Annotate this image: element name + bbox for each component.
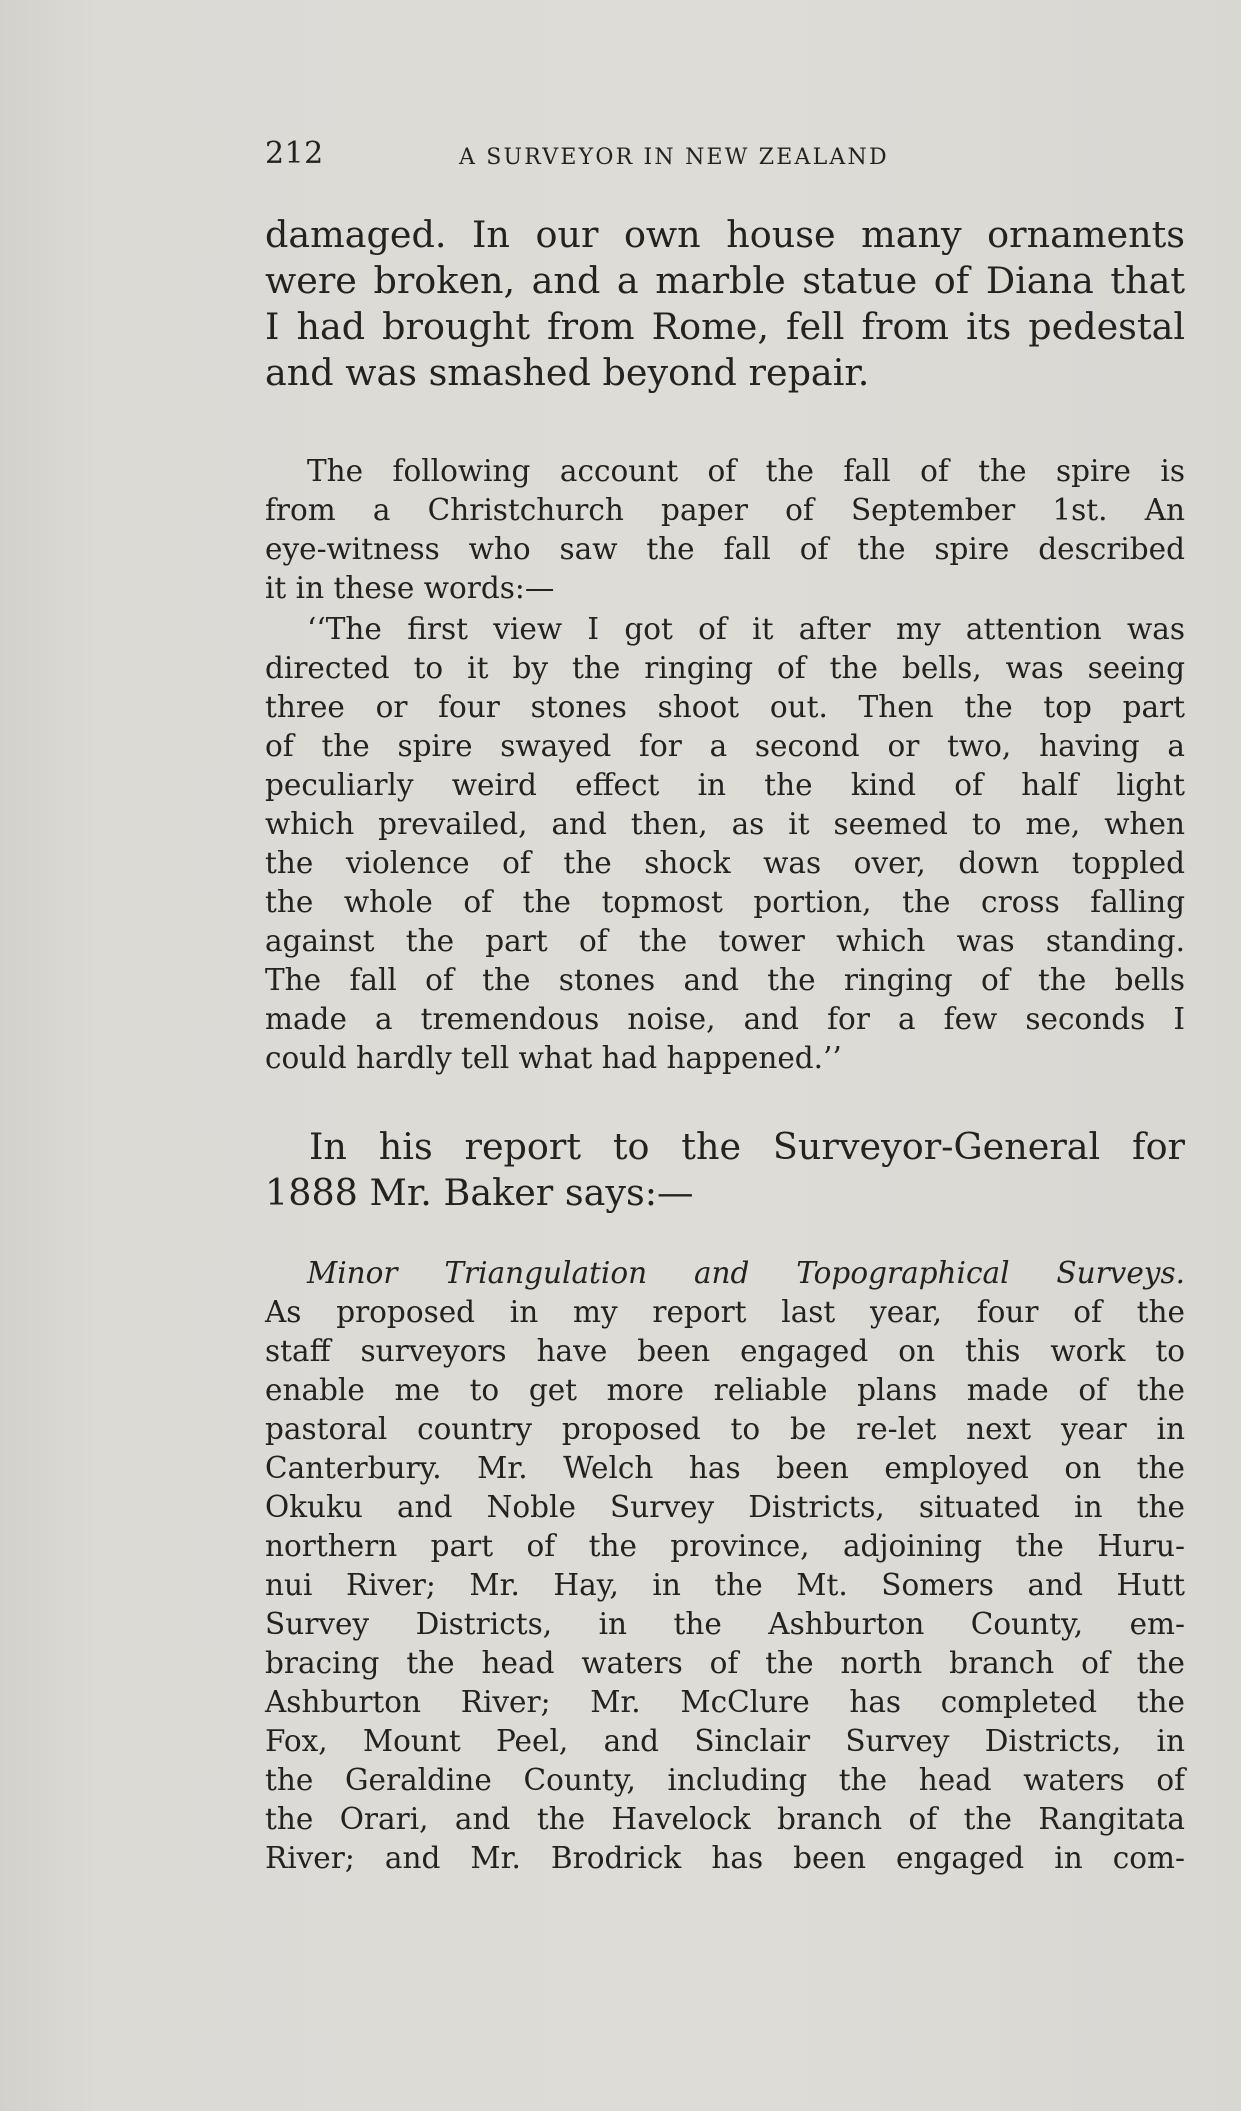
text-line: ‘‘The first view I got of it after my attention was	[307, 612, 1185, 646]
text-line: were broken, and a marble statue of Diana that	[265, 259, 1185, 302]
text-line: bracing the head waters of the north branch of the	[265, 1646, 1185, 1680]
text-line: northern part of the province, adjoining the Huru-	[265, 1529, 1185, 1563]
text-line: enable me to get more reliable plans made of the	[265, 1373, 1185, 1407]
page-header	[265, 136, 1185, 176]
paragraph-newspaper-account	[265, 452, 1185, 608]
text-line: of the spire swayed for a second or two, having a	[265, 729, 1185, 763]
paragraph-damage	[265, 212, 1185, 396]
text-line: The fall of the stones and the ringing of the bells	[265, 963, 1185, 997]
text-line: I had brought from Rome, fell from its pedestal	[265, 305, 1185, 348]
text-line: 1888 Mr. Baker says:—	[265, 1171, 694, 1214]
text-line: directed to it by the ringing of the bells, was seeing	[265, 651, 1185, 685]
paragraph-report-intro	[265, 1124, 1185, 1216]
text-line: Survey Districts, in the Ashburton County, em-	[265, 1607, 1185, 1641]
text-line: Fox, Mount Peel, and Sinclair Survey Districts, in	[265, 1724, 1185, 1758]
page-number: 212	[265, 136, 324, 171]
text-line: Canterbury. Mr. Welch has been employed on the	[265, 1451, 1185, 1485]
text-line: eye-witness who saw the fall of the spire described	[265, 532, 1185, 566]
text-line: could hardly tell what had happened.’’	[265, 1041, 842, 1075]
text-line: made a tremendous noise, and for a few seconds I	[265, 1002, 1185, 1036]
text-line: Ashburton River; Mr. McClure has completed the	[265, 1685, 1185, 1719]
text-line: The following account of the fall of the spire is	[307, 454, 1185, 488]
text-line: the whole of the topmost portion, the cross falling	[265, 885, 1185, 919]
text-line: against the part of the tower which was standing.	[265, 924, 1185, 958]
text-line: damaged. In our own house many ornaments	[265, 213, 1185, 256]
report-heading: Minor Triangulation and Topographical Surveys.	[307, 1256, 1185, 1290]
text-line: As proposed in my report last year, four of the	[265, 1295, 1185, 1329]
text-line: pastoral country proposed to be re-let next year in	[265, 1412, 1185, 1446]
text-line: the violence of the shock was over, down toppled	[265, 846, 1185, 880]
text-line: and was smashed beyond repair.	[265, 351, 870, 394]
text-line: nui River; Mr. Hay, in the Mt. Somers and Hutt	[265, 1568, 1185, 1602]
text-line: which prevailed, and then, as it seemed to me, when	[265, 807, 1185, 841]
text-line: it in these words:—	[265, 571, 555, 605]
text-line: the Geraldine County, including the head waters of	[265, 1763, 1185, 1797]
text-line: peculiarly weird effect in the kind of half light	[265, 768, 1185, 802]
text-line: Okuku and Noble Survey Districts, situated in the	[265, 1490, 1185, 1524]
text-line: from a Christchurch paper of September 1st. An	[265, 493, 1185, 527]
text-line: In his report to the Surveyor-General for	[309, 1125, 1185, 1168]
text-line: River; and Mr. Brodrick has been engaged in com-	[265, 1841, 1185, 1875]
text-line: three or four stones shoot out. Then the top part	[265, 690, 1185, 724]
running-title: A SURVEYOR IN NEW ZEALAND	[459, 145, 889, 170]
text-line: staff surveyors have been engaged on this work to	[265, 1334, 1185, 1368]
text-line: the Orari, and the Havelock branch of the Rangitata	[265, 1802, 1185, 1836]
report-excerpt	[265, 1254, 1185, 1878]
eyewitness-quote	[265, 610, 1185, 1078]
